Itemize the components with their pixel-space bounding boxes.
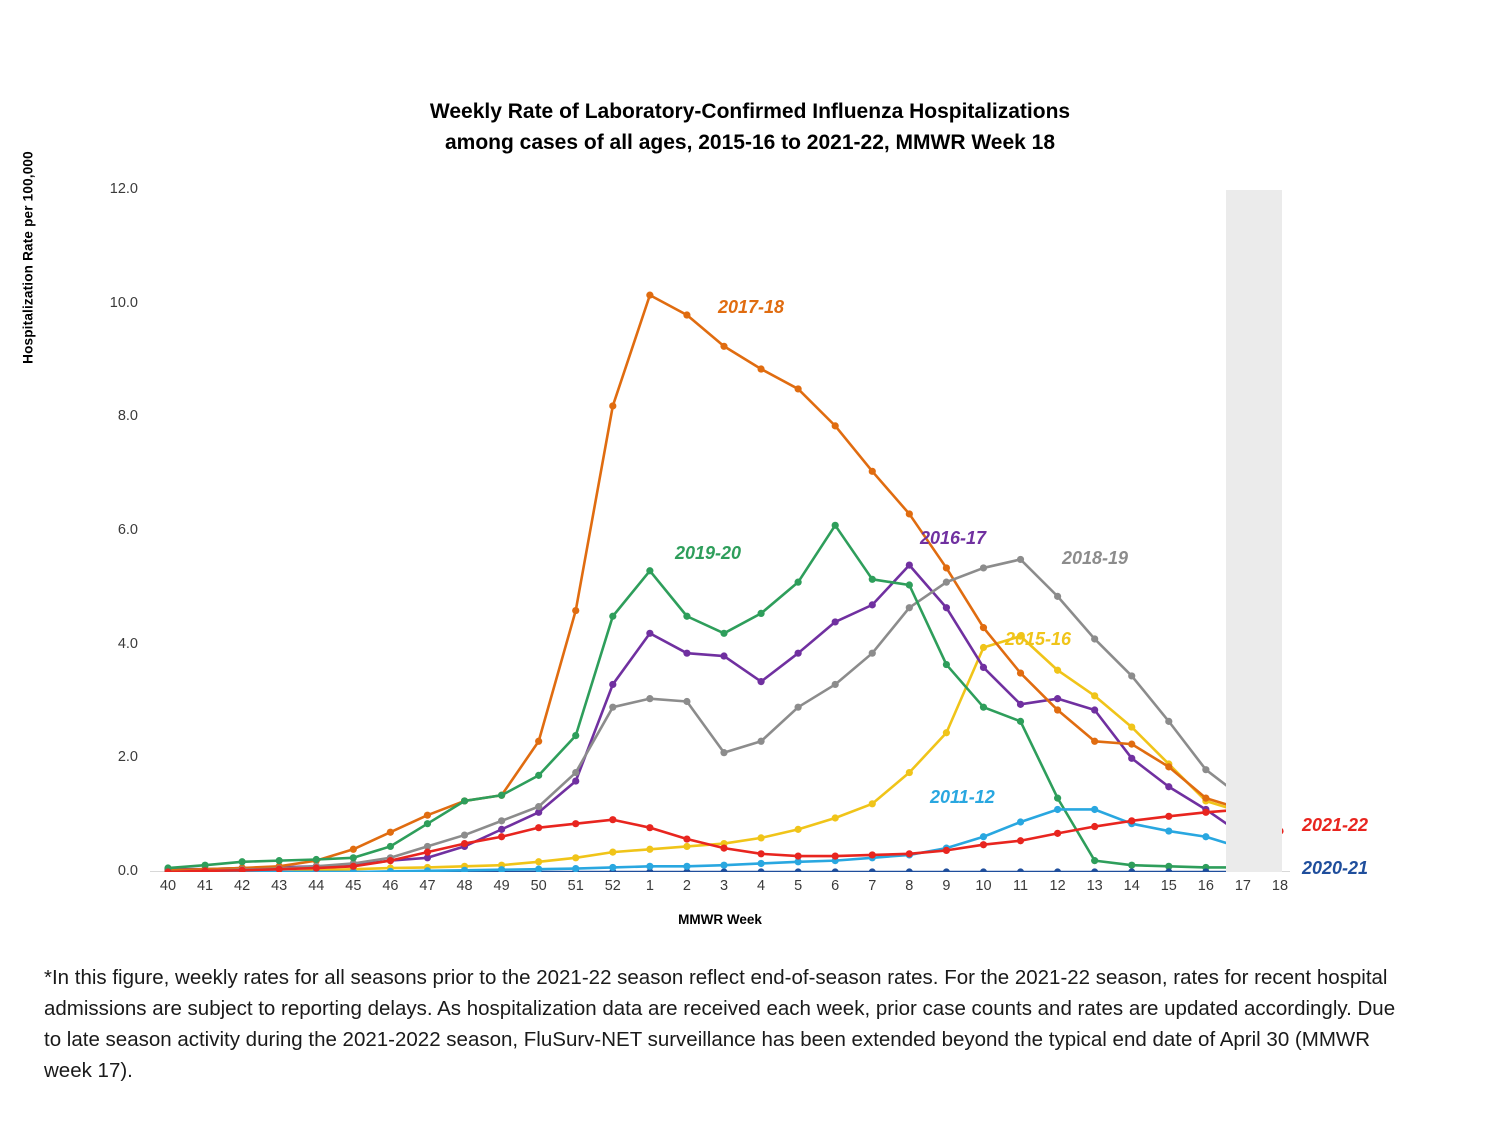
y-axis-tick-label: 10.0 bbox=[109, 294, 138, 311]
x-axis-tick-label: 48 bbox=[456, 878, 473, 894]
x-axis-tick-label: 47 bbox=[419, 878, 436, 894]
x-axis-tick-label: 7 bbox=[868, 878, 877, 894]
series-label-2011-12: 2011-12 bbox=[930, 787, 995, 807]
x-axis-tick-label: 42 bbox=[234, 878, 251, 894]
x-axis-tick-label: 8 bbox=[905, 878, 914, 894]
series-2018-19 bbox=[164, 556, 1246, 872]
x-axis-tick-label: 9 bbox=[942, 878, 951, 894]
series-label-2018-19: 2018-19 bbox=[1062, 548, 1129, 568]
y-axis-tick-label: 2.0 bbox=[117, 749, 138, 766]
series-label-2020-21: 2020-21 bbox=[1302, 858, 1369, 878]
footnote-text: *In this figure, weekly rates for all seasons prior to the 2021-22 season reflect end-of-season rates. For the 2021-22 season, rates for recent hospital admissions are subject to reporting delays. As hospitalization data are received each week, prior case counts and rates are updated accordingly. Due to late season activity during the 2021-2022 season, FluSurv-NET surveillance has been extended beyond the typical end date of April 30 (MMWR week 17). bbox=[44, 966, 1396, 1082]
x-axis-tick-label: 4 bbox=[757, 878, 766, 894]
x-axis-tick-label: 40 bbox=[159, 878, 177, 894]
chart-title bbox=[0, 96, 1500, 158]
series-plot bbox=[150, 190, 1290, 872]
x-axis-tick-label: 43 bbox=[271, 878, 288, 894]
x-axis-tick-label: 15 bbox=[1160, 878, 1177, 894]
x-axis-tick-label: 17 bbox=[1234, 878, 1251, 894]
x-axis-tick-label: 49 bbox=[493, 878, 510, 894]
series-label-2021-22: 2021-22 bbox=[1302, 815, 1369, 835]
y-axis-tick-label: 0.0 bbox=[117, 863, 138, 879]
x-axis-tick-label: 44 bbox=[308, 878, 325, 894]
y-axis-tick-label: 6.0 bbox=[117, 522, 138, 538]
x-axis-tick-label: 45 bbox=[345, 878, 362, 894]
x-axis-tick-label: 3 bbox=[719, 878, 729, 894]
x-axis-tick-label: 1 bbox=[645, 878, 654, 894]
x-axis-label: MMWR Week bbox=[678, 912, 762, 927]
recent-weeks-highlight-band bbox=[1226, 190, 1282, 872]
y-axis-tick-label: 4.0 bbox=[117, 635, 138, 652]
x-axis-tick-label: 46 bbox=[382, 878, 399, 894]
series-2016-17 bbox=[164, 562, 1246, 873]
series-label-2015-16: 2015-16 bbox=[1005, 629, 1072, 649]
x-axis-tick-label: 12 bbox=[1049, 878, 1066, 894]
x-axis-tick-label: 50 bbox=[530, 878, 547, 894]
series-label-2019-20: 2019-20 bbox=[675, 543, 742, 563]
series-2011-12 bbox=[164, 806, 1246, 872]
x-axis-tick-label: 2 bbox=[682, 878, 691, 894]
x-axis-tick-label: 41 bbox=[196, 878, 214, 894]
x-axis-tick-label: 13 bbox=[1086, 878, 1103, 894]
plot-area bbox=[109, 181, 1369, 927]
x-axis-tick-label: 10 bbox=[975, 878, 992, 894]
x-axis-tick-label: 14 bbox=[1123, 878, 1140, 894]
x-axis-tick-label: 18 bbox=[1271, 878, 1289, 894]
x-axis-tick-label: 16 bbox=[1197, 878, 1214, 894]
y-axis-label: Hospitalization Rate per 100,000 bbox=[20, 151, 36, 364]
series-2017-18 bbox=[164, 292, 1246, 872]
chart-title-line-1: Weekly Rate of Laboratory-Confirmed Influenza Hospitalizations bbox=[429, 100, 1071, 123]
chart-title-line-2: among cases of all ages, 2015-16 to 2021-22, MMWR Week 18 bbox=[444, 131, 1056, 154]
y-axis-tick-label: 12.0 bbox=[109, 181, 138, 197]
x-axis-tick-label: 11 bbox=[1013, 878, 1029, 894]
x-axis-tick-label: 52 bbox=[604, 878, 621, 894]
x-axis-tick-label: 51 bbox=[567, 878, 584, 894]
x-axis-tick-label: 6 bbox=[831, 878, 840, 894]
series-2019-20 bbox=[164, 522, 1246, 872]
series-2015-16 bbox=[164, 633, 1246, 872]
x-axis-tick-label: 5 bbox=[794, 878, 803, 894]
series-label-2016-17: 2016-17 bbox=[920, 528, 987, 548]
series-label-2017-18: 2017-18 bbox=[718, 297, 785, 317]
y-axis-tick-label: 8.0 bbox=[117, 408, 138, 425]
